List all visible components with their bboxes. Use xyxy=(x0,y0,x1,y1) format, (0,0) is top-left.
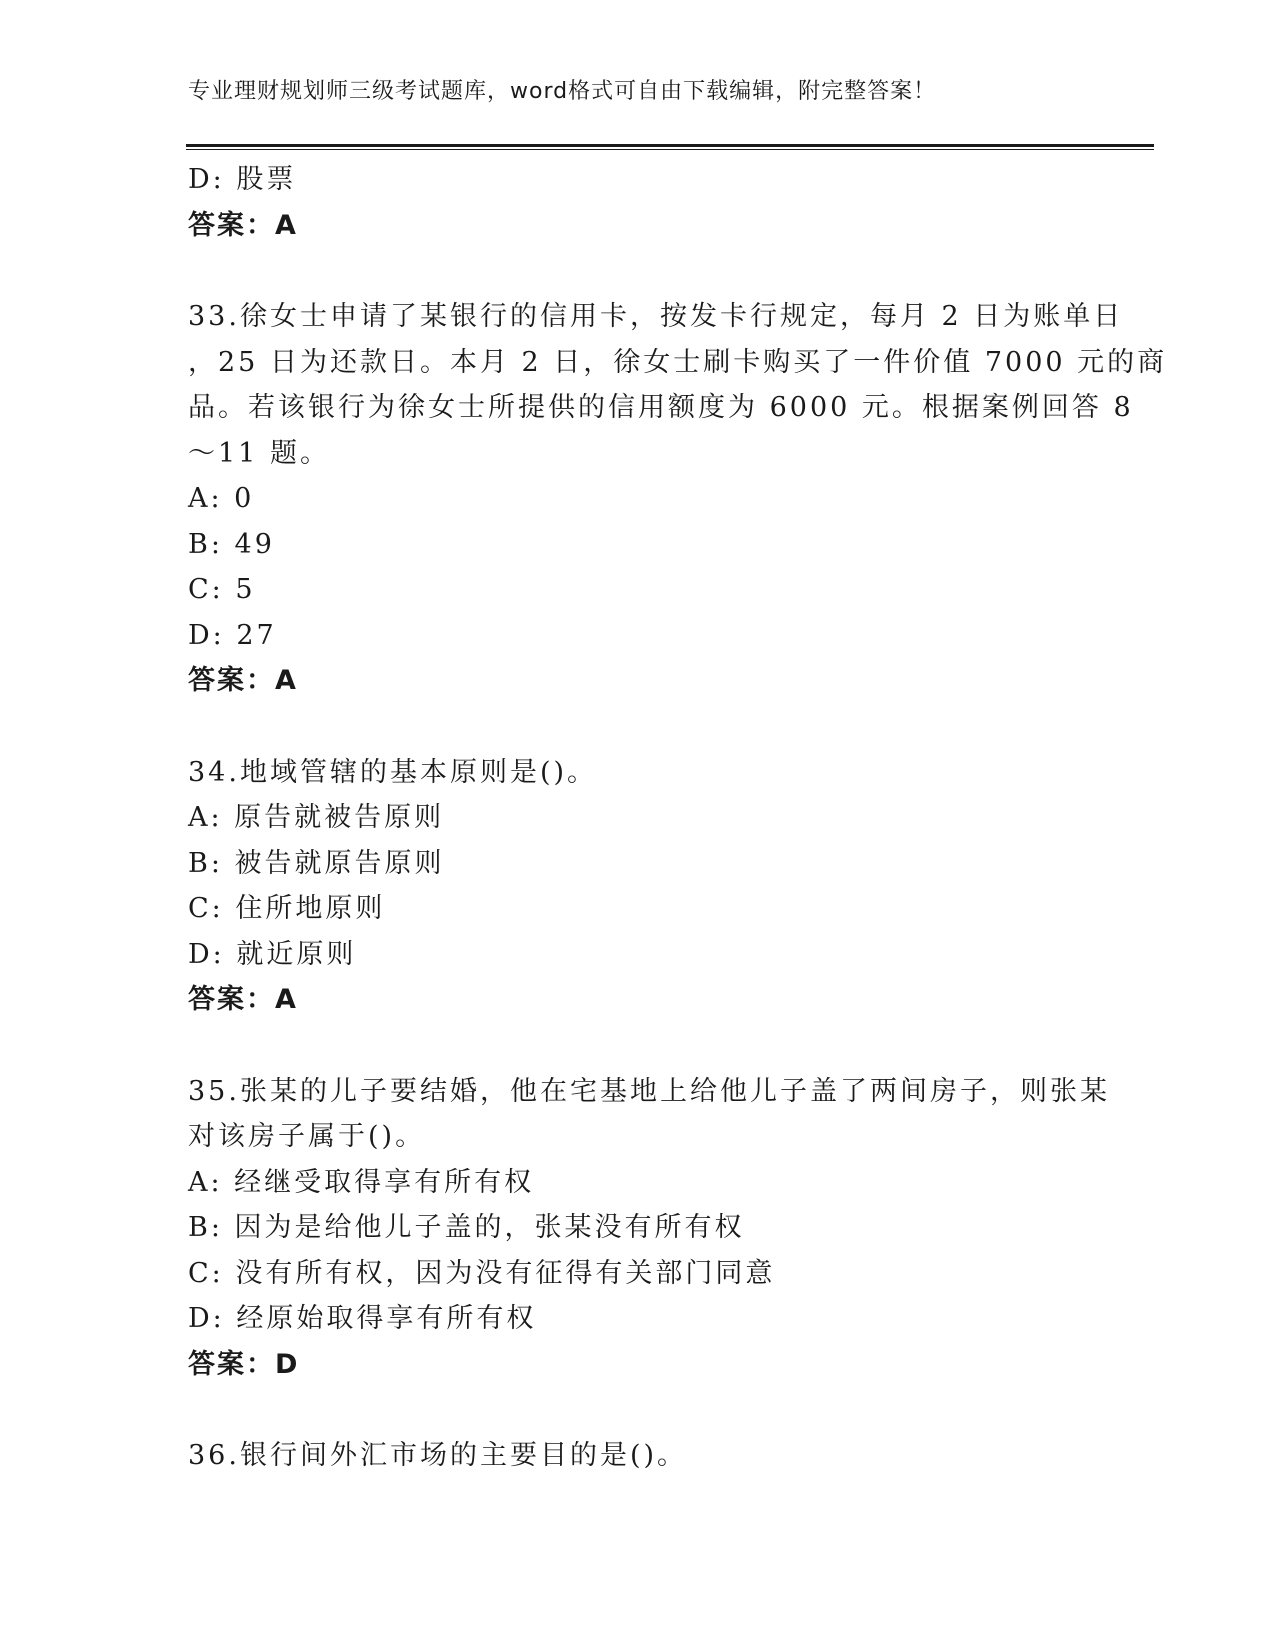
option-a: A: 经继受取得享有所有权 xyxy=(188,1166,535,1198)
option-a: A: 0 xyxy=(188,483,255,514)
question-36-line-1: 36.银行间外汇市场的主要目的是()。 xyxy=(188,1440,688,1471)
option-b: B: 被告就原告原则 xyxy=(188,847,445,879)
question-33-line-2: ，25 日为还款日。本月 2 日，徐女士刷卡购买了一件价值 7000 元的商 xyxy=(188,346,1168,378)
header-rule-thick xyxy=(186,144,1154,147)
option-b: B: 49 xyxy=(188,528,275,560)
question-35-line-1: 35.张某的儿子要结婚，他在宅基地上给他儿子盖了两间房子，则张某 xyxy=(188,1075,1110,1107)
question-35-line-2: 对该房子属于()。 xyxy=(188,1121,426,1152)
answer-line: 答案：D xyxy=(188,1348,300,1380)
option-a: A: 原告就被告原则 xyxy=(188,802,445,833)
spacer xyxy=(188,704,1088,750)
spacer xyxy=(188,248,1088,294)
question-34-line-1: 34.地域管辖的基本原则是()。 xyxy=(188,756,598,788)
option-d: D: 经原始取得享有所有权 xyxy=(188,1303,537,1334)
answer-line: 答案：A xyxy=(188,984,298,1015)
question-content xyxy=(188,157,1168,1479)
option-c: C: 没有所有权，因为没有征得有关部门同意 xyxy=(188,1257,776,1289)
question-33-line-3: 品。若该银行为徐女士所提供的信用额度为 6000 元。根据案例回答 8 xyxy=(188,392,1134,423)
option-d: D: 就近原则 xyxy=(188,938,357,970)
spacer xyxy=(188,1387,1088,1433)
option-c: C: 住所地原则 xyxy=(188,893,386,924)
question-33-line-4: ～11 题。 xyxy=(188,437,330,469)
page-header: 专业理财规划师三级考试题库，word格式可自由下载编辑，附完整答案！ xyxy=(188,79,937,104)
header-rule-thin xyxy=(186,149,1154,150)
question-33-line-1: 33.徐女士申请了某银行的信用卡，按发卡行规定，每月 2 日为账单日 xyxy=(188,301,1124,332)
spacer xyxy=(188,1023,1088,1069)
option-b: B: 因为是给他儿子盖的，张某没有所有权 xyxy=(188,1212,745,1243)
option-c: C: 5 xyxy=(188,574,256,605)
option-d: D: 股票 xyxy=(188,164,297,195)
answer-line: 答案：A xyxy=(188,209,298,241)
answer-line: 答案：A xyxy=(188,665,298,696)
option-d: D: 27 xyxy=(188,619,277,651)
